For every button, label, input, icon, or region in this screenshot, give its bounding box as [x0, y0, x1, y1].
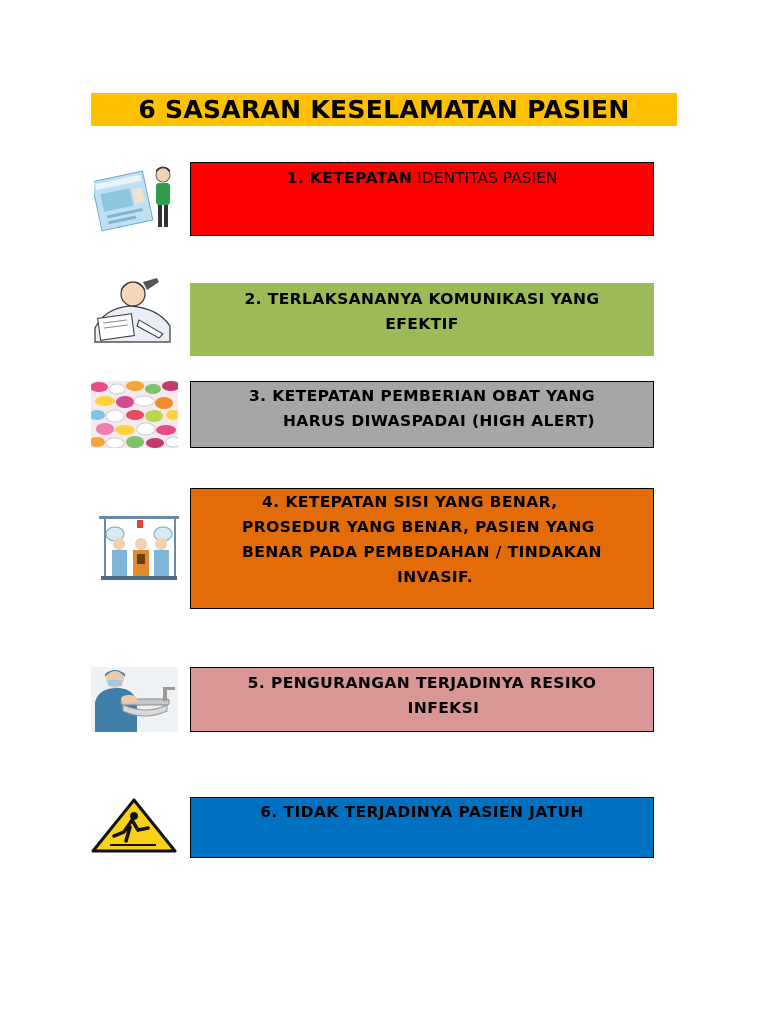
doctor-phone-icon	[89, 276, 179, 344]
goal-4-line-4: INVASIF.	[397, 568, 474, 586]
goal-3-line-2: HARUS DIWASPADAI (HIGH ALERT)	[282, 412, 596, 430]
goal-1-text: IDENTITAS PASIEN	[412, 169, 558, 187]
goal-2-box	[190, 283, 654, 356]
goal-2-line-1: 2. TERLAKSANANYA KOMUNIKASI YANG	[244, 290, 600, 308]
goal-4-line-1: 4. KETEPATAN SISI YANG BENAR,	[262, 493, 558, 511]
fall-warning-icon	[90, 797, 178, 855]
goal-3-box	[190, 381, 654, 448]
goal-4-box	[190, 488, 654, 609]
medicine-pills-icon	[91, 381, 178, 448]
page-title: 6 SASARAN KESELAMATAN PASIEN	[138, 95, 630, 124]
goal-5-line-1: 5. PENGURANGAN TERJADINYA RESIKO	[247, 674, 597, 692]
goal-5-box	[190, 667, 654, 732]
goal-4-line-3: BENAR PADA PEMBEDAHAN / TINDAKAN	[242, 543, 602, 561]
goal-1-box	[190, 162, 654, 236]
goal-3-line-1: 3. KETEPATAN PEMBERIAN OBAT YANG	[248, 387, 596, 405]
goal-6-box	[190, 797, 654, 858]
id-card-person-icon	[94, 162, 176, 232]
handwashing-icon	[91, 667, 178, 732]
surgery-team-icon	[97, 514, 181, 582]
goal-2-line-2: EFEKTIF	[385, 315, 459, 333]
goal-6-line-1: 6. TIDAK TERJADINYA PASIEN JATUH	[260, 803, 584, 821]
goal-5-line-2: INFEKSI	[407, 699, 480, 717]
goal-1-bold-label: 1. KETEPATAN	[286, 169, 413, 187]
goal-4-line-2: PROSEDUR YANG BENAR, PASIEN YANG	[242, 518, 595, 536]
title-banner	[91, 93, 677, 126]
